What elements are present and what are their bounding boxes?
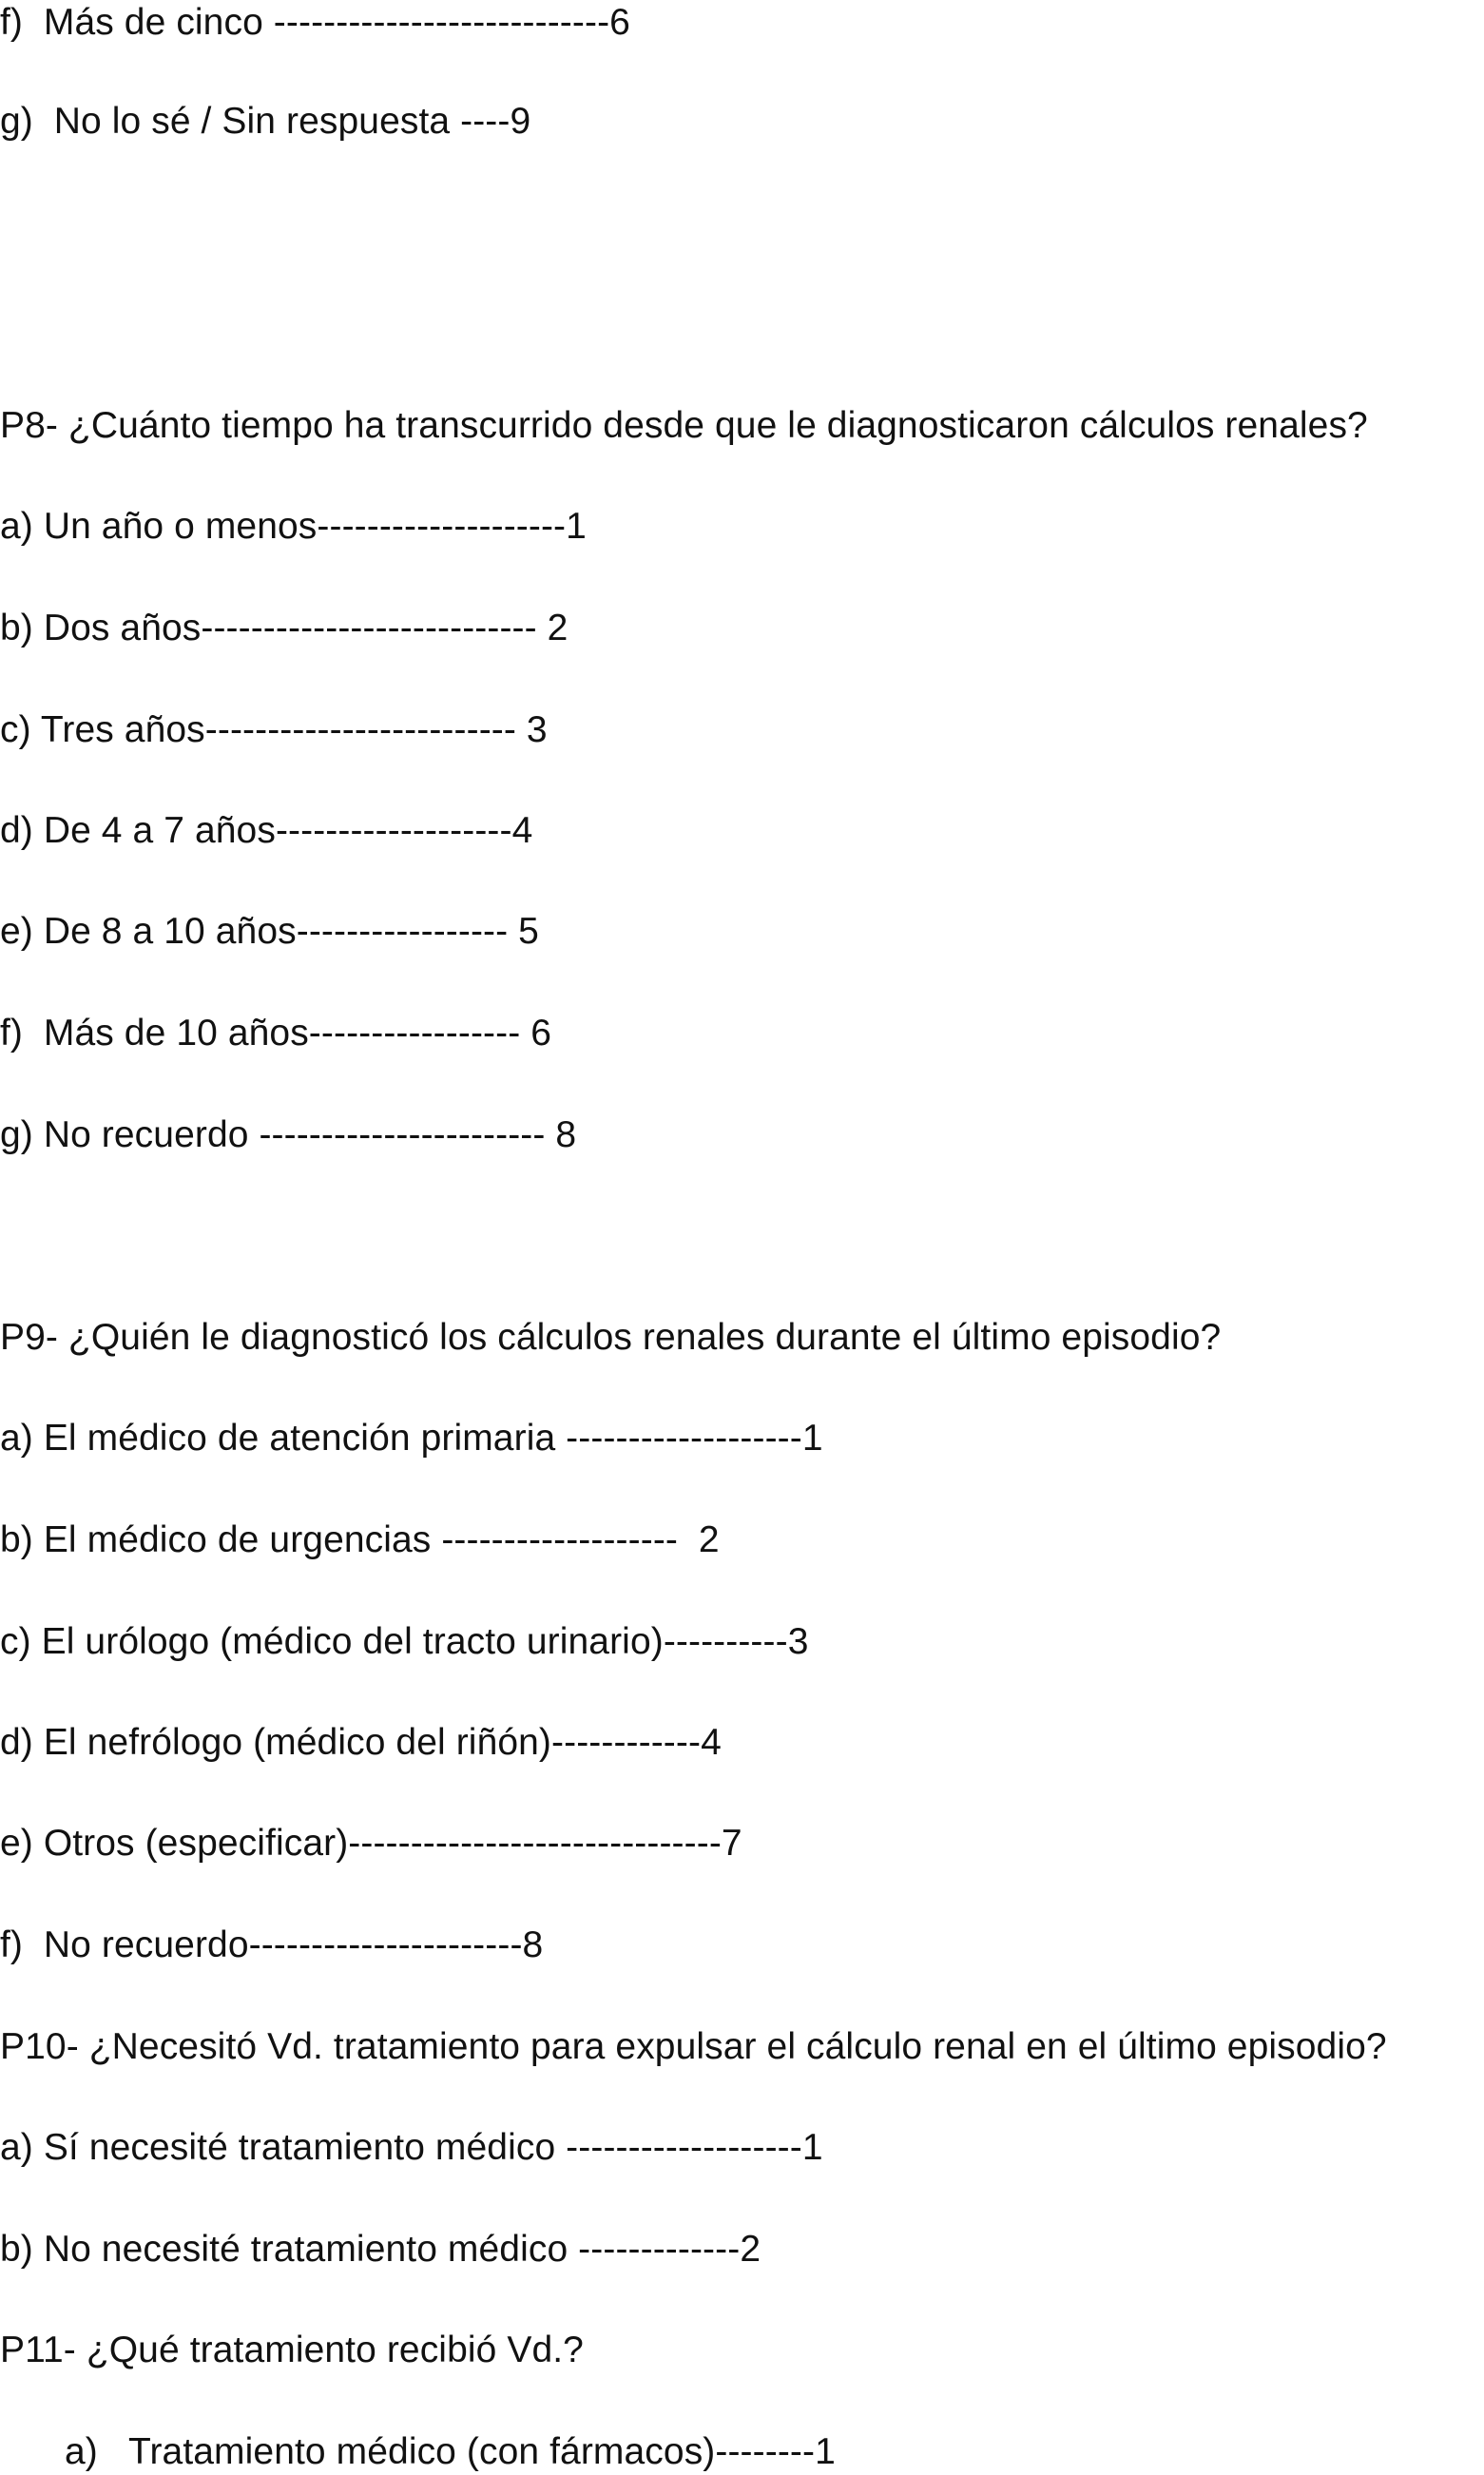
p10-option-b: b) No necesité tratamiento médico -------------2 — [0, 2229, 761, 2270]
p8-option-a: a) Un año o menos--------------------1 — [0, 506, 587, 547]
p8-option-g: g) No recuerdo ----------------------- 8 — [0, 1114, 577, 1155]
p8-option-f: f) Más de 10 años----------------- 6 — [0, 1013, 552, 1054]
p9-option-c: c) El urólogo (médico del tracto urinario)----------3 — [0, 1621, 809, 1662]
p9-option-e: e) Otros (especificar)------------------------------7 — [0, 1823, 742, 1864]
p8-option-c: c) Tres años------------------------- 3 — [0, 709, 548, 750]
p8-question: P8- ¿Cuánto tiempo ha transcurrido desde que le diagnosticaron cálculos renales? — [0, 405, 1368, 446]
p8-option-d: d) De 4 a 7 años-------------------4 — [0, 810, 533, 851]
p10-question: P10- ¿Necesitó Vd. tratamiento para expulsar el cálculo renal en el último episodio? — [0, 2026, 1387, 2067]
p9-question: P9- ¿Quién le diagnosticó los cálculos renales durante el último episodio? — [0, 1317, 1222, 1358]
p8-option-b: b) Dos años--------------------------- 2 — [0, 608, 569, 648]
p10-option-a: a) Sí necesité tratamiento médico -------------------1 — [0, 2127, 823, 2168]
p11-option-a: a) Tratamiento médico (con fármacos)--------1 — [65, 2431, 836, 2472]
p11-question: P11- ¿Qué tratamiento recibió Vd.? — [0, 2330, 584, 2370]
p7-option-f: f) Más de cinco ---------------------------6 — [0, 2, 630, 43]
p9-option-a: a) El médico de atención primaria -------------------1 — [0, 1418, 823, 1459]
p7-option-g: g) No lo sé / Sin respuesta ----9 — [0, 101, 531, 142]
p9-option-d: d) El nefrólogo (médico del riñón)------------4 — [0, 1722, 722, 1763]
p9-option-b: b) El médico de urgencias ------------------- 2 — [0, 1519, 720, 1560]
p9-option-f: f) No recuerdo----------------------8 — [0, 1924, 544, 1965]
p8-option-e: e) De 8 a 10 años----------------- 5 — [0, 911, 539, 952]
